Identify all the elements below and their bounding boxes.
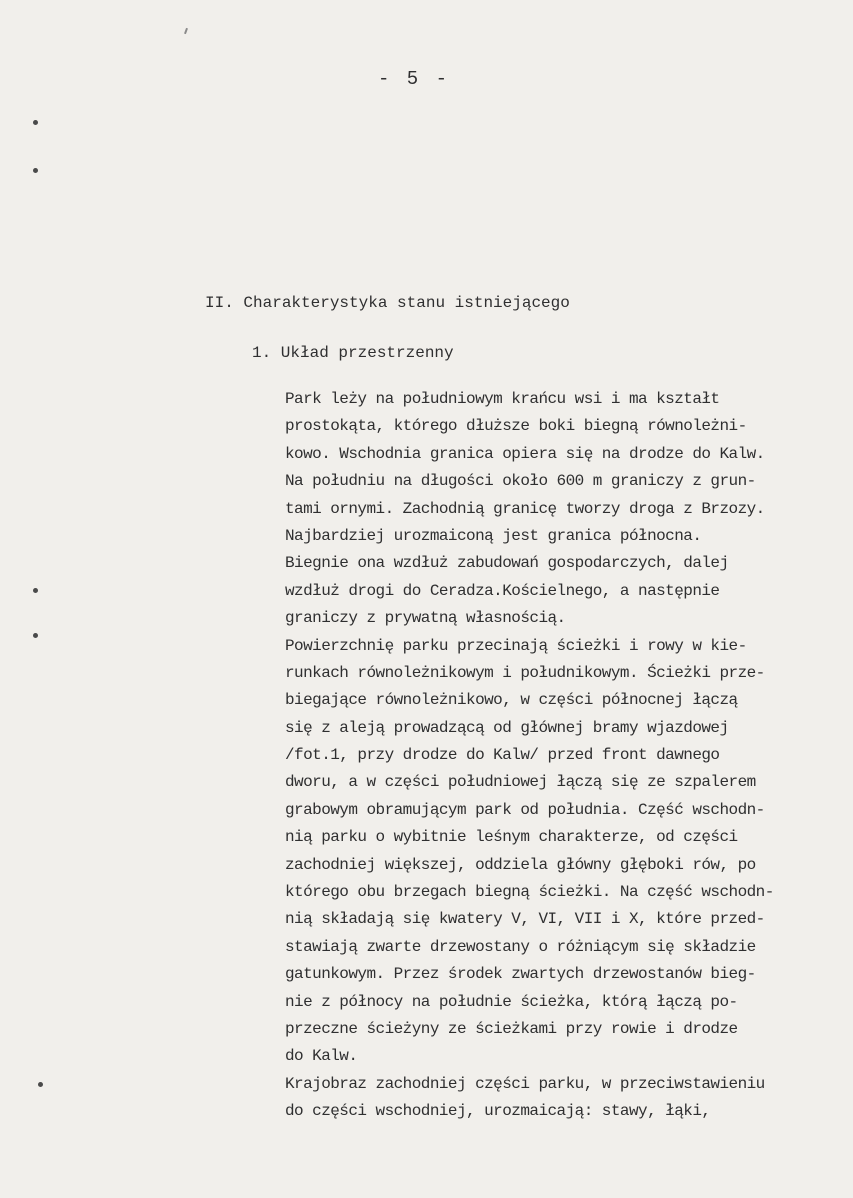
text-line: biegające równoleżnikowo, w części północnej łączą <box>285 691 738 710</box>
text-line: prostokąta, którego dłuższe boki biegną równoleżni- <box>285 417 747 436</box>
page-number: - 5 - <box>378 68 451 90</box>
text-line: grabowym obramującym park od południa. Część wschodn- <box>285 800 765 819</box>
text-line: /fot.1, przy drodze do Kalw/ przed front dawnego <box>285 746 720 765</box>
text-line: do części wschodniej, urozmaicają: stawy, łąki, <box>285 1102 711 1121</box>
text-line: Najbardziej urozmaiconą jest granica północna. <box>285 526 702 545</box>
text-line: którego obu brzegach biegną ścieżki. Na część wschodn- <box>285 883 774 902</box>
text-line: tami ornymi. Zachodnią granicę tworzy droga z Brzozy. <box>285 499 765 518</box>
text-line: Krajobraz zachodniej części parku, w przeciwstawieniu <box>285 1074 765 1093</box>
text-line: nią parku o wybitnie leśnym charakterze, od części <box>285 828 738 847</box>
text-line: wzdłuż drogi do Ceradza.Kościelnego, a następnie <box>285 581 720 600</box>
text-line: zachodniej większej, oddziela główny głęboki rów, po <box>285 855 756 874</box>
text-line: gatunkowym. Przez środek zwartych drzewostanów bieg- <box>285 965 756 984</box>
text-line: graniczy z prywatną własnością. <box>285 609 566 628</box>
punch-hole-mark <box>33 588 38 593</box>
text-line: przeczne ścieżyny ze ścieżkami przy rowie i drodze <box>285 1019 738 1038</box>
section-heading: II. Charakterystyka stanu istniejącego <box>205 294 570 312</box>
punch-hole-mark <box>33 120 38 125</box>
paper-speck <box>184 28 188 34</box>
text-line: Na południu na długości około 600 m graniczy z grun- <box>285 472 756 491</box>
punch-hole-mark <box>33 168 38 173</box>
text-line: Biegnie ona wzdłuż zabudowań gospodarczych, dalej <box>285 554 729 573</box>
subsection-heading: 1. Układ przestrzenny <box>252 344 454 362</box>
text-line: stawiają zwarte drzewostany o różniącym się składzie <box>285 937 756 956</box>
text-line: do Kalw. <box>285 1047 358 1066</box>
text-line: Powierzchnię parku przecinają ścieżki i rowy w kie- <box>285 636 747 655</box>
punch-hole-mark <box>38 1082 43 1087</box>
text-line: kowo. Wschodnia granica opiera się na drodze do Kalw. <box>285 444 765 463</box>
text-line: runkach równoleżnikowym i południkowym. Ścieżki prze- <box>285 663 765 682</box>
punch-hole-mark <box>33 633 38 638</box>
body-text <box>285 386 845 1126</box>
text-line: Park leży na południowym krańcu wsi i ma kształt <box>285 390 720 408</box>
text-line: dworu, a w części południowej łączą się ze szpalerem <box>285 773 756 792</box>
text-line: nią składają się kwatery V, VI, VII i X, które przed- <box>285 910 765 929</box>
text-line: się z aleją prowadzącą od głównej bramy wjazdowej <box>285 718 729 737</box>
text-line: nie z północy na południe ścieżka, którą łączą po- <box>285 992 738 1011</box>
